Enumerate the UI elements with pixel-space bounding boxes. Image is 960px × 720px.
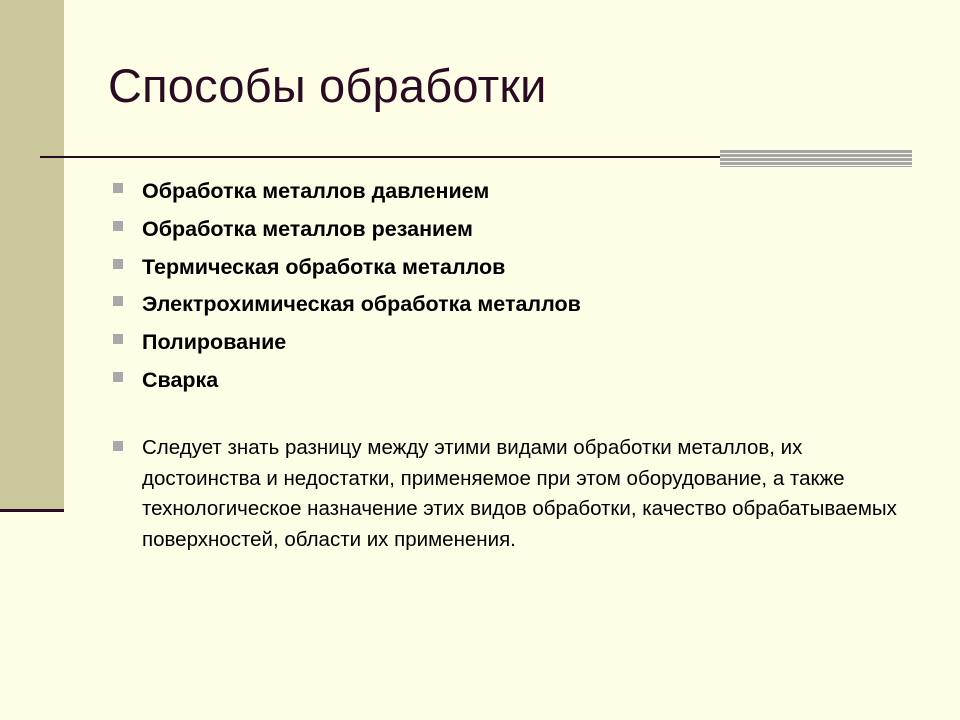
list-item [108, 249, 908, 287]
side-decor-rule [0, 509, 64, 512]
list-item-text: Термическая обработка металлов [142, 254, 506, 279]
side-decor-band [0, 0, 64, 510]
list-item-text: Обработка металлов давлением [142, 179, 490, 203]
list-item-text: Электрохимическая обработка металлов [142, 292, 581, 317]
slide-title: Способы обработки [108, 59, 547, 112]
title-accent-bar [720, 150, 912, 167]
note-text: Следует знать разницу между этими видами обработки металлов, их достоинства и недостатки, применяемое при этом оборудование, а также технологическое назначение этих видов обработки, качество обрабатываемых поверхностей, области их применения. [142, 436, 897, 551]
list-item [108, 362, 908, 400]
list-item [108, 286, 908, 324]
list-item [108, 211, 908, 249]
square-bullet-icon [113, 259, 123, 269]
list-item-text: Сварка [142, 367, 219, 392]
list-item [108, 173, 908, 211]
square-bullet-icon [113, 183, 123, 193]
list-item-text: Обработка металлов резанием [142, 216, 473, 241]
list-item [108, 324, 908, 362]
square-bullet-icon [113, 441, 123, 451]
square-bullet-icon [113, 221, 123, 231]
method-list [108, 173, 908, 400]
list-item-text: Полирование [142, 330, 287, 355]
square-bullet-icon [113, 296, 123, 306]
square-bullet-icon [113, 372, 123, 382]
note-block [108, 433, 898, 555]
title-underline [40, 156, 730, 158]
square-bullet-icon [113, 334, 123, 344]
